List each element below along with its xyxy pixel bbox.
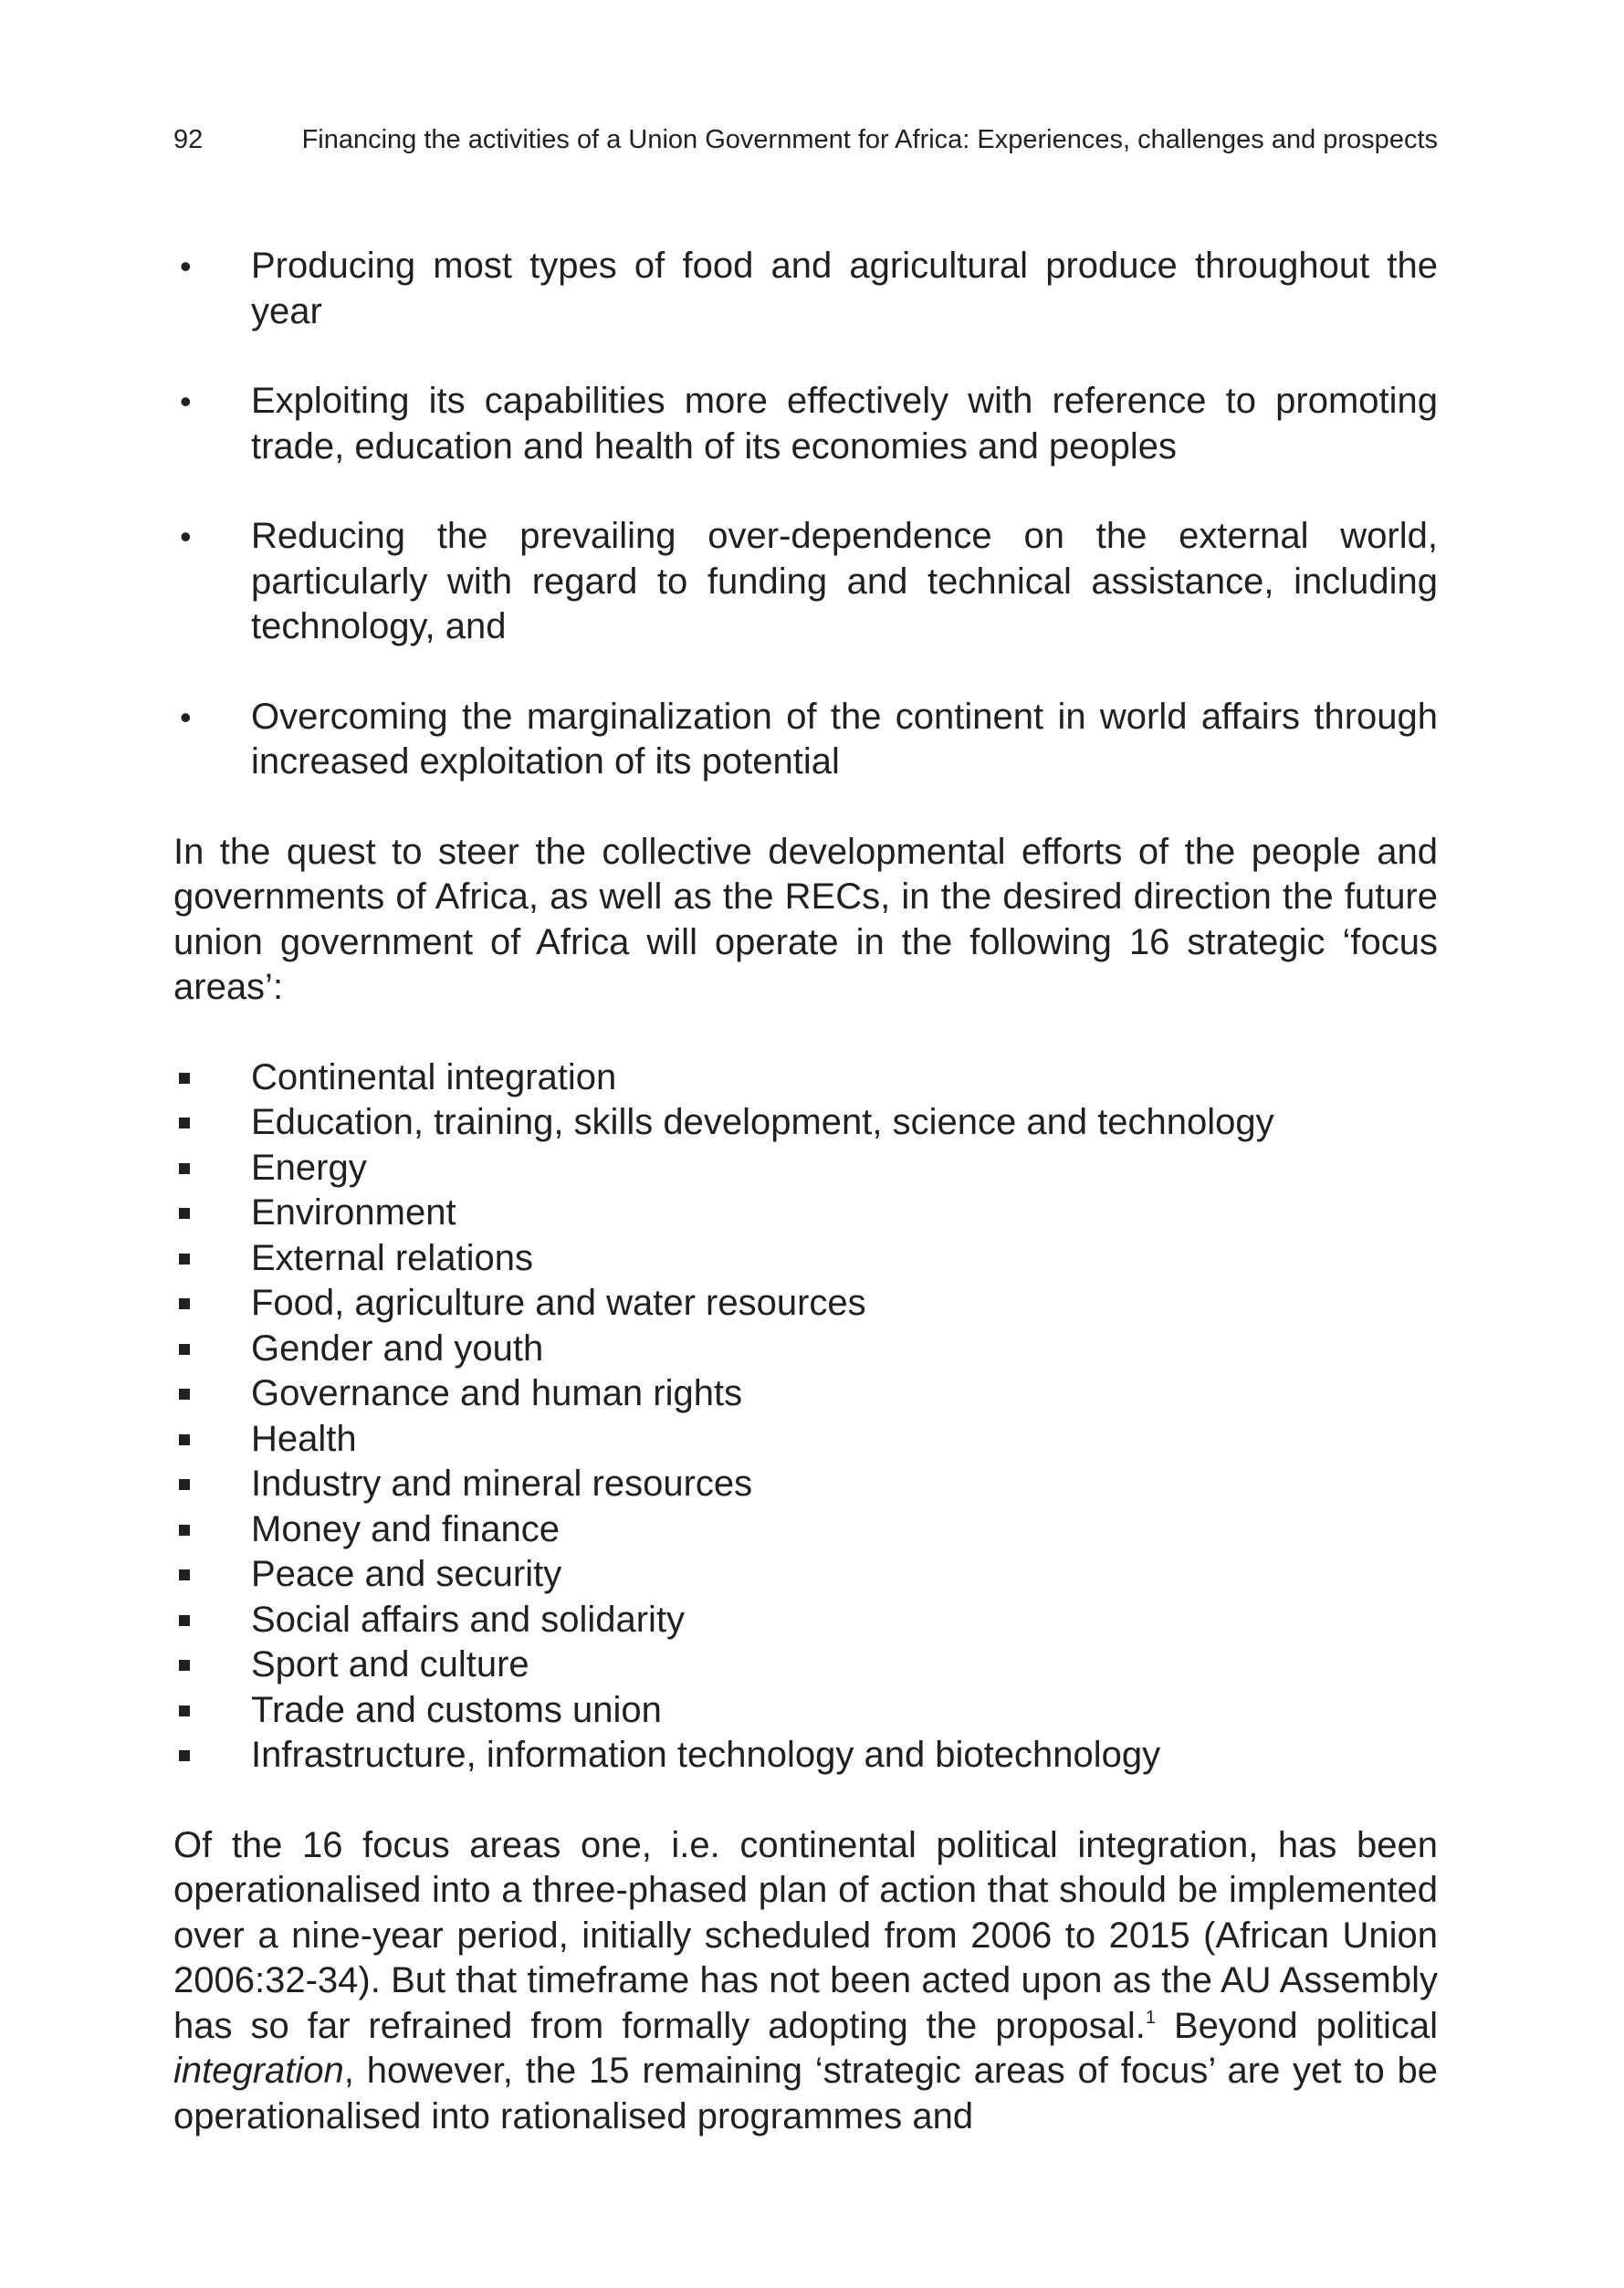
focus-area-label: Infrastructure, information technology and biotechnology	[251, 1735, 1161, 1775]
focus-area-label: Peace and security	[251, 1554, 562, 1594]
focus-area-item	[173, 1371, 1438, 1417]
bullet-list	[173, 244, 1438, 785]
bullet-dot-icon: •	[180, 698, 192, 736]
square-bullet-icon	[179, 1254, 190, 1265]
emphasis-text: integration	[173, 2051, 344, 2091]
square-bullet-icon	[179, 1660, 190, 1671]
focus-area-label: Continental integration	[251, 1056, 617, 1097]
bullet-item	[173, 379, 1438, 469]
footnote-reference[interactable]: 1	[1145, 2007, 1156, 2028]
focus-area-item	[173, 1236, 1438, 1282]
body-text	[173, 244, 1438, 2139]
bullet-text: Overcoming the marginalization of the continent in world affairs through increased exploitation of its potential	[251, 696, 1438, 782]
focus-area-label: Sport and culture	[251, 1644, 529, 1685]
focus-area-label: Health	[251, 1418, 357, 1459]
focus-area-item	[173, 1552, 1438, 1598]
focus-area-item	[173, 1417, 1438, 1463]
focus-area-label: Gender and youth	[251, 1328, 544, 1369]
square-bullet-icon	[179, 1479, 190, 1490]
bullet-item	[173, 695, 1438, 785]
running-header	[173, 119, 1438, 161]
closing-paragraph	[173, 1823, 1438, 2140]
bullet-text: Reducing the prevailing over-dependence on the external world, particularly with regard to funding and technical assistance, including technology, and	[251, 516, 1438, 646]
bullet-dot-icon: •	[180, 518, 192, 555]
focus-area-label: Governance and human rights	[251, 1373, 743, 1413]
focus-area-label: External relations	[251, 1237, 534, 1278]
square-bullet-icon	[179, 1118, 190, 1128]
bullet-text: Exploiting its capabilities more effectively with reference to promoting trade, education and health of its economies and peoples	[251, 381, 1438, 467]
focus-area-item	[173, 1281, 1438, 1327]
running-title: Financing the activities of a Union Government for Africa: Experiences, challenges and prospects	[301, 125, 1438, 154]
bullet-dot-icon: •	[180, 383, 192, 420]
closing-text-part1: Of the 16 focus areas one, i.e. continental political integration, has been operationalised into a three-phased plan of action that should be implemented over a nine-year period, initially scheduled from 2006 to 2015 (African Union 2006:32-34). But that timeframe has not been acted upon as the AU Assembly has so far refrained from formally adopting the proposal.	[173, 1824, 1438, 2046]
square-bullet-icon	[179, 1750, 190, 1761]
focus-area-label: Education, training, skills development, science and technology	[251, 1102, 1274, 1142]
square-bullet-icon	[179, 1208, 190, 1219]
focus-area-item	[173, 1507, 1438, 1553]
focus-area-item	[173, 1598, 1438, 1643]
focus-area-item	[173, 1146, 1438, 1191]
square-bullet-icon	[179, 1434, 190, 1445]
square-bullet-icon	[179, 1569, 190, 1580]
bullet-dot-icon: •	[180, 247, 192, 285]
closing-text-part3: , however, the 15 remaining ‘strategic areas of focus’ are yet to be operationalised into rationalised programmes and	[173, 2051, 1438, 2136]
bullet-item	[173, 244, 1438, 334]
focus-area-label: Trade and customs union	[251, 1689, 662, 1730]
square-bullet-icon	[179, 1525, 190, 1536]
intro-paragraph: In the quest to steer the collective developmental efforts of the people and governments of Africa, as well as the RECs, in the desired direction the future union government of Africa will operate in the following 16 strategic ‘focus areas’:	[173, 831, 1438, 1007]
square-bullet-icon	[179, 1615, 190, 1626]
focus-area-item	[173, 1100, 1438, 1146]
square-bullet-icon	[179, 1389, 190, 1400]
focus-area-item	[173, 1191, 1438, 1236]
focus-area-item	[173, 1688, 1438, 1734]
focus-area-label: Environment	[251, 1192, 456, 1233]
square-bullet-icon	[179, 1073, 190, 1084]
bullet-item	[173, 514, 1438, 650]
focus-area-item	[173, 1643, 1438, 1688]
bullet-text: Producing most types of food and agricultural produce throughout the year	[251, 246, 1438, 331]
focus-area-label: Food, agriculture and water resources	[251, 1283, 866, 1323]
focus-area-item	[173, 1055, 1438, 1101]
focus-area-label: Money and finance	[251, 1508, 561, 1549]
focus-area-item	[173, 1733, 1438, 1779]
focus-area-label: Industry and mineral resources	[251, 1464, 753, 1504]
focus-areas-list	[173, 1055, 1438, 1779]
square-bullet-icon	[179, 1298, 190, 1309]
closing-text-part2: Beyond political	[1155, 2005, 1438, 2046]
square-bullet-icon	[179, 1344, 190, 1355]
square-bullet-icon	[179, 1163, 190, 1174]
page-number: 92	[173, 125, 204, 154]
focus-area-item	[173, 1462, 1438, 1507]
focus-area-item	[173, 1327, 1438, 1372]
focus-area-label: Social affairs and solidarity	[251, 1599, 686, 1640]
square-bullet-icon	[179, 1706, 190, 1716]
focus-area-label: Energy	[251, 1147, 367, 1188]
